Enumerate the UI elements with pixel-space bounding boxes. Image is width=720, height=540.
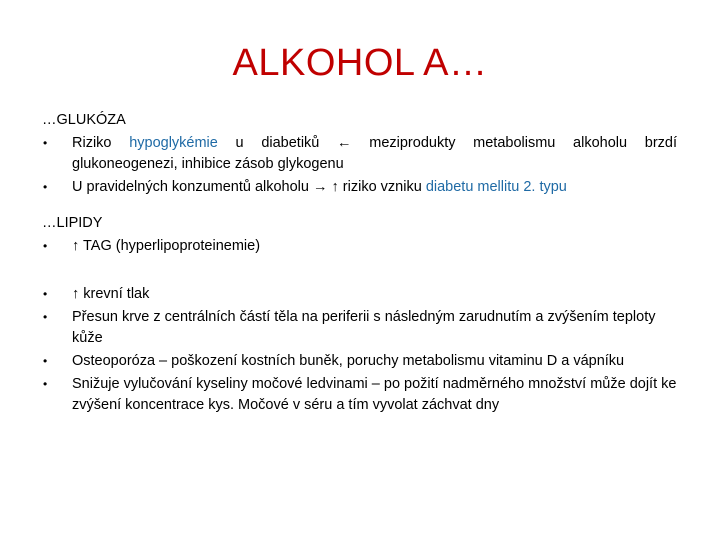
bullet-icon: • (43, 239, 48, 253)
list-item (42, 236, 677, 257)
list-item (42, 284, 677, 305)
bullet-icon: • (43, 377, 48, 391)
slide-content (42, 110, 677, 416)
item-text: ↑ krevní tlak (72, 286, 150, 302)
item-text: Snižuje vylučování kyseliny močové ledvinami – po požití nadměrného množství může dojít ke zvýšení koncentrace kys. Močové v séru a tím vyvolat záchvat dny (72, 376, 677, 413)
slide-title: ALKOHOL A… (232, 42, 488, 84)
item-text: Přesun krve z centrálních částí těla na periferii s následným zarudnutím a zvýšením teploty kůže (72, 309, 656, 346)
item-text: U pravidelných konzumentů alkoholu → ↑ riziko vzniku (72, 179, 426, 195)
glukoza-list (42, 133, 677, 198)
bullet-icon: • (43, 180, 48, 194)
highlight-term: hypoglykémie (129, 135, 218, 151)
list-item (42, 307, 677, 349)
bullet-icon: • (43, 136, 48, 150)
lipidy-list (42, 236, 677, 416)
list-item (42, 177, 677, 198)
item-text: Osteoporóza – poškození kostních buněk, poruchy metabolismu vitaminu D a vápníku (72, 353, 625, 369)
bullet-icon: • (43, 287, 48, 301)
item-text: ↑ TAG (hyperlipoproteinemie) (72, 238, 261, 254)
section-heading-lipidy: …LIPIDY (42, 215, 103, 231)
bullet-icon: • (43, 354, 48, 368)
list-item (42, 351, 677, 372)
bullet-icon: • (43, 310, 48, 324)
highlight-term: diabetu mellitu 2. typu (425, 179, 567, 195)
item-text: Riziko (72, 135, 130, 151)
list-item (42, 133, 677, 175)
item-text: u diabetiků ← meziprodukty metabolismu alkoholu brzdí glukoneogenezi, inhibice zásob glykogenu (72, 135, 678, 172)
section-heading-glukoza: …GLUKÓZA (42, 112, 126, 128)
list-item (42, 374, 677, 416)
